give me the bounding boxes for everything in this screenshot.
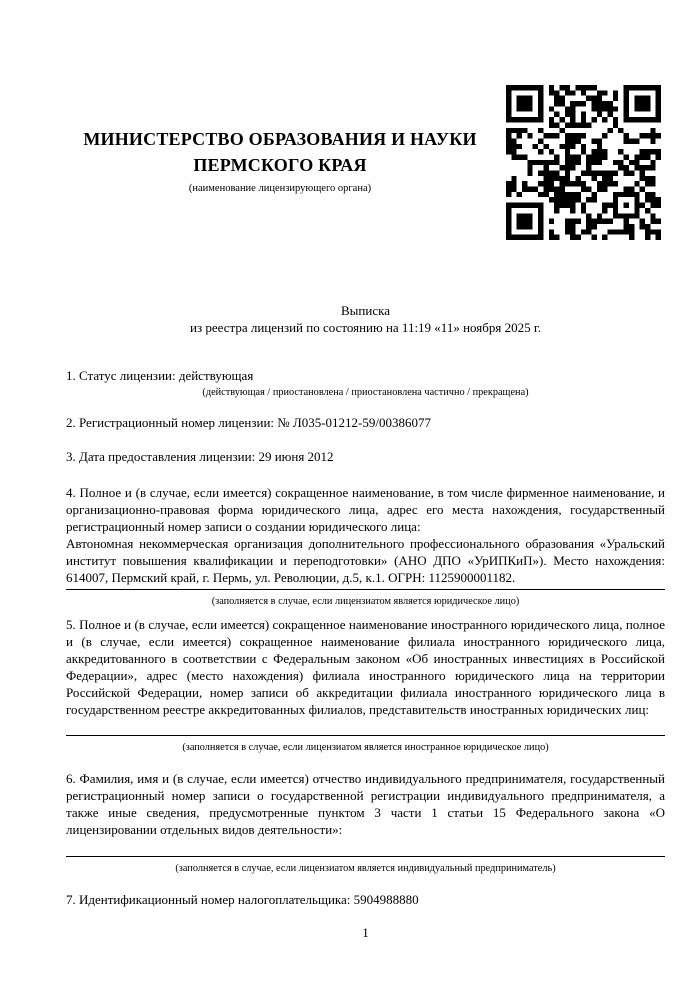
- item-5-caption: (заполняется в случае, если лицензиатом является иностранное юридическое лицо): [182, 742, 549, 753]
- item-6-caption: (заполняется в случае, если лицензиатом является индивидуальный предприниматель): [175, 863, 556, 874]
- ministry-name-line1: МИНИСТЕРСТВО ОБРАЗОВАНИЯ И НАУКИ: [83, 129, 477, 149]
- document-title: [66, 302, 665, 336]
- qr-code: [506, 85, 661, 240]
- item-5-foreign-entity-question: 5. Полное и (в случае, если имеется) сокращенное наименование иностранного юридического лица, полное и (в случае, если имеется) сокращенное наименование филиала иностранного юридического лица, аккредитованного в соответствии с Федеральным законом «Об иностранных инвестициях в Российской Федерации», адрес (место нахождения) филиала иностранного юридического лица на территории Российской Федерации, номер записи об аккредитации филиала иностранного юридического лица в государственном реестре аккредитованных филиалов, представительств иностранных юридических лиц:: [66, 617, 665, 717]
- document-body: [66, 367, 665, 941]
- page-number: 1: [362, 925, 369, 940]
- item-6-entrepreneur-question: 6. Фамилия, имя и (в случае, если имеется) отчество индивидуального предпринимателя, государственный регистрационный номер записи о государственной регистрации индивидуального предпринимателя, а также иные сведения, предусмотренные пунктом 3 части 1 статьи 15 Федерального закона «О лицензировании отдельных видов деятельности»:: [66, 771, 665, 837]
- item-1-license-status: 1. Статус лицензии: действующая: [66, 368, 254, 383]
- item-3-license-date: 3. Дата предоставления лицензии: 29 июня 2012: [66, 449, 334, 464]
- item-1-caption: (действующая / приостановлена / приостановлена частично / прекращена): [202, 387, 529, 398]
- ministry-name-line2: ПЕРМСКОГО КРАЯ: [193, 155, 367, 175]
- item-5-rule: [66, 735, 665, 736]
- licensing-authority-header: [64, 126, 496, 195]
- document-title-line1: Выписка: [341, 303, 390, 318]
- item-4-rule: [66, 589, 665, 590]
- item-2-registration-number: 2. Регистрационный номер лицензии: № Л035-01212-59/00386077: [66, 415, 432, 430]
- item-6-rule: [66, 856, 665, 857]
- document-title-line2: из реестра лицензий по состоянию на 11:19 «11» ноября 2025 г.: [190, 320, 541, 335]
- item-4-legal-entity-value: Автономная некоммерческая организация дополнительного профессионального образования «Уральский институт повышения квалификации и переподготовки» (АНО ДПО «УрИПКиП»). Место нахождения: 614007, Пермский край, г. Пермь, ул. Революции, д.5, к.1. ОГРН: 1125900001182.: [66, 536, 665, 585]
- ministry-caption: (наименование лицензирующего органа): [188, 183, 372, 194]
- item-7-taxpayer-id: 7. Идентификационный номер налогоплательщика: 5904988880: [66, 892, 419, 907]
- item-4-legal-entity-question: 4. Полное и (в случае, если имеется) сокращенное наименование, в том числе фирменное наименование, и организационно-правовая форма юридического лица, адрес его места нахождения, государственный регистрационный номер записи о создании юридического лица:: [66, 485, 665, 534]
- item-4-caption: (заполняется в случае, если лицензиатом является юридическое лицо): [211, 596, 520, 607]
